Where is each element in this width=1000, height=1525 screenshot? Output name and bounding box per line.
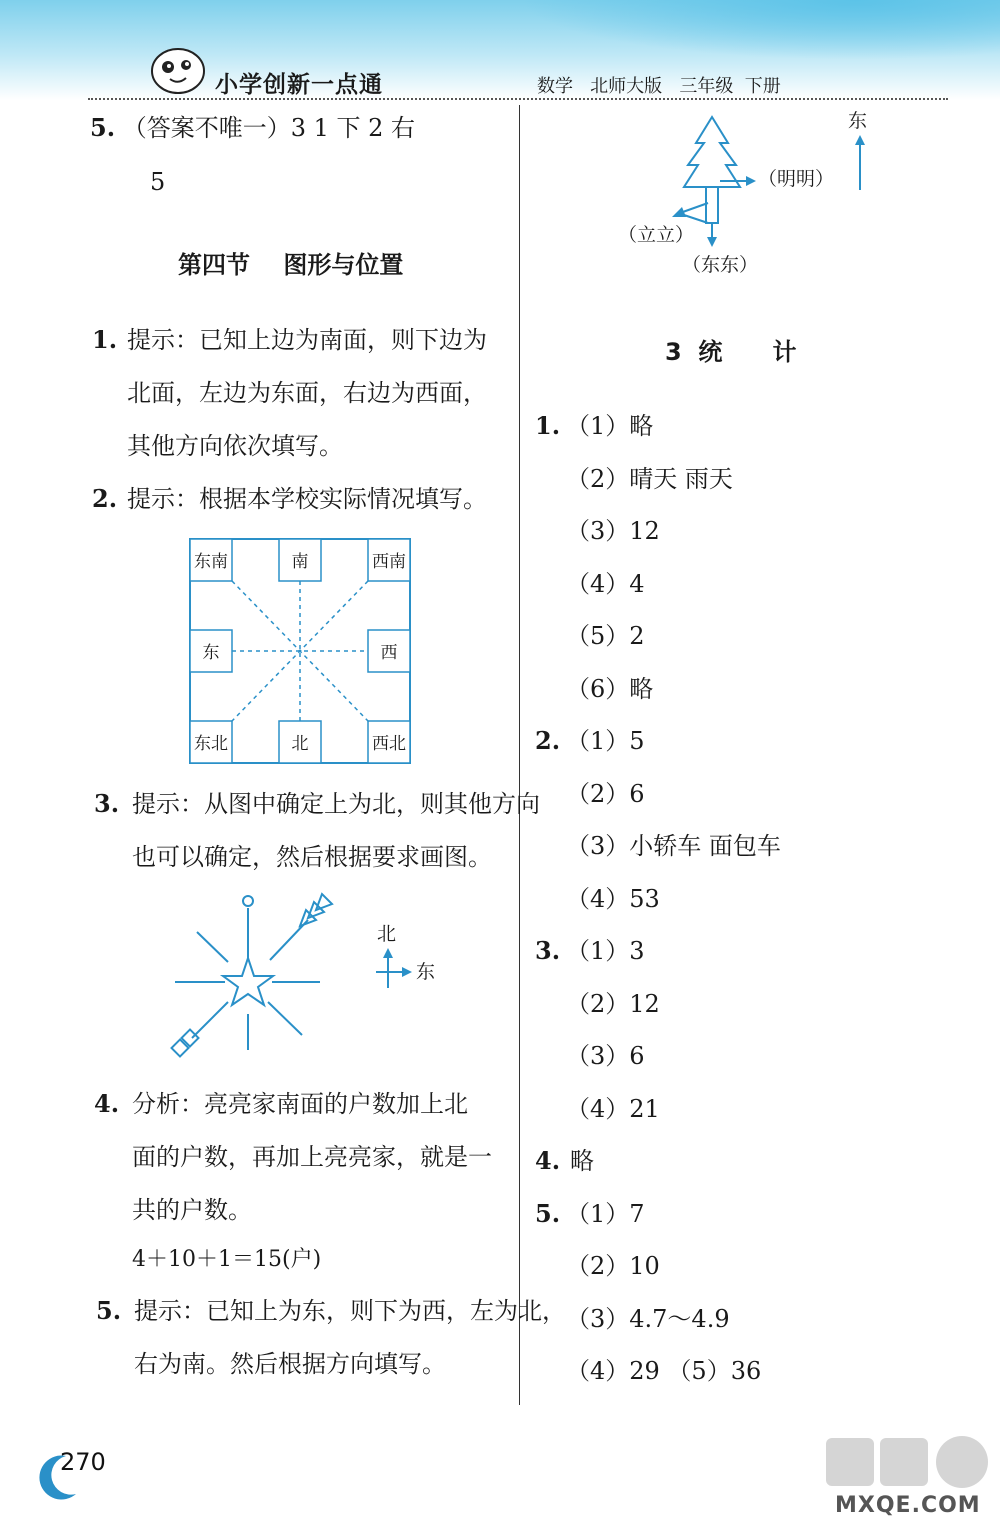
- answer-continuation: 5: [150, 168, 166, 196]
- question-number: 2.: [92, 484, 118, 513]
- question-number: 5.: [96, 1296, 122, 1325]
- book-title: 小学创新一点通: [215, 72, 383, 98]
- q1-line-1: 提示：已知上边为南面，则下边为: [127, 326, 487, 354]
- tree-icon: [684, 117, 740, 187]
- label-w: 西: [380, 643, 398, 663]
- answer-item: （6）略: [566, 674, 654, 703]
- watermark-text: MXQE.COM: [835, 1493, 981, 1518]
- answer-item: 略: [570, 1147, 594, 1175]
- section-title: 第四节 图形与位置: [178, 251, 404, 279]
- q2-line: 提示：根据本学校实际情况填写。: [127, 485, 487, 513]
- tree-axis-east: 东: [848, 110, 868, 132]
- answer-item: （3）4.7～4.9: [566, 1304, 730, 1333]
- answer-item: （4）4: [566, 569, 645, 598]
- compass-diagram: [188, 537, 412, 765]
- answer-item: （2）6: [566, 779, 645, 808]
- question-number: 4.: [94, 1089, 120, 1118]
- answer-item: （3）6: [566, 1042, 645, 1070]
- label-ne: 东北: [194, 734, 228, 754]
- answer-item: （1）3: [566, 937, 645, 965]
- answer-item: （4）53: [566, 884, 660, 913]
- question-number: 3.: [94, 789, 120, 818]
- mascot-icon: [148, 45, 208, 95]
- tree-diagram: [600, 105, 890, 285]
- q4-line-3: 共的户数。: [132, 1196, 252, 1224]
- label-se: 东南: [194, 552, 228, 572]
- label-e: 东: [202, 643, 220, 663]
- answer-item: （3）小轿车 面包车: [566, 832, 781, 860]
- question-number: 2.: [535, 726, 561, 755]
- q3-line-2: 也可以确定，然后根据要求画图。: [132, 843, 492, 871]
- q4-line-2: 面的户数，再加上亮亮家，就是一: [132, 1143, 492, 1171]
- label-sw: 西南: [372, 552, 406, 572]
- question-number: 5.: [90, 113, 116, 142]
- label-dongdong: （东东）: [682, 254, 759, 276]
- question-number: 1.: [92, 325, 118, 354]
- header-divider: [88, 98, 948, 100]
- label-s: 南: [291, 552, 309, 572]
- star-diagram: [170, 890, 440, 1070]
- section-title-statistics: 3 统 计: [665, 338, 797, 366]
- axis-north-label: 北: [377, 923, 397, 945]
- q1-line-2: 北面，左边为东面，右边为西面，: [127, 379, 487, 407]
- answer-item: （5）2: [566, 622, 645, 650]
- compass-dashed-lines: [232, 581, 368, 721]
- answer-text: （答案不唯一）3 1 下 2 右: [122, 114, 416, 142]
- answer-item: （4）29 （5）36: [566, 1357, 762, 1385]
- label-n: 北: [291, 734, 309, 754]
- answer-item: （1）略: [566, 412, 654, 440]
- book-meta: 数学 北师大版 三年级 下册: [537, 76, 781, 97]
- axis-east-label: 东: [416, 961, 436, 983]
- answer-item: （4）21: [566, 1094, 660, 1123]
- answer-item: （2）晴天 雨天: [566, 464, 733, 493]
- label-lili: （立立）: [618, 224, 695, 246]
- label-mingming: （明明）: [758, 168, 835, 190]
- q5-line-1: 提示：已知上为东，则下为西，左为北，: [134, 1297, 566, 1325]
- answer-item: （2）12: [566, 989, 660, 1018]
- question-number: 5.: [535, 1198, 561, 1228]
- q4-line-1: 分析：亮亮家南面的户数加上北: [132, 1090, 468, 1118]
- question-number: 3.: [535, 936, 561, 965]
- q4-formula: 4＋10＋1＝15(户): [132, 1247, 322, 1272]
- answer-item: （1）7: [566, 1199, 645, 1228]
- answer-item: （1）5: [566, 727, 645, 755]
- q3-line-1: 提示：从图中确定上为北，则其他方向: [132, 790, 540, 818]
- prev-question-5: [90, 114, 415, 142]
- q5-line-2: 右为南。然后根据方向填写。: [134, 1350, 446, 1378]
- column-divider: [519, 105, 520, 1405]
- question-number: 1.: [535, 411, 561, 440]
- question-number: 4.: [535, 1146, 561, 1175]
- answer-item: （3）12: [566, 517, 660, 545]
- answer-item: （2）10: [566, 1252, 660, 1280]
- page-number: 270: [60, 1448, 106, 1476]
- header-wave-decoration: [520, 0, 1000, 60]
- label-nw: 西北: [372, 734, 406, 754]
- q1-line-3: 其他方向依次填写。: [127, 432, 343, 460]
